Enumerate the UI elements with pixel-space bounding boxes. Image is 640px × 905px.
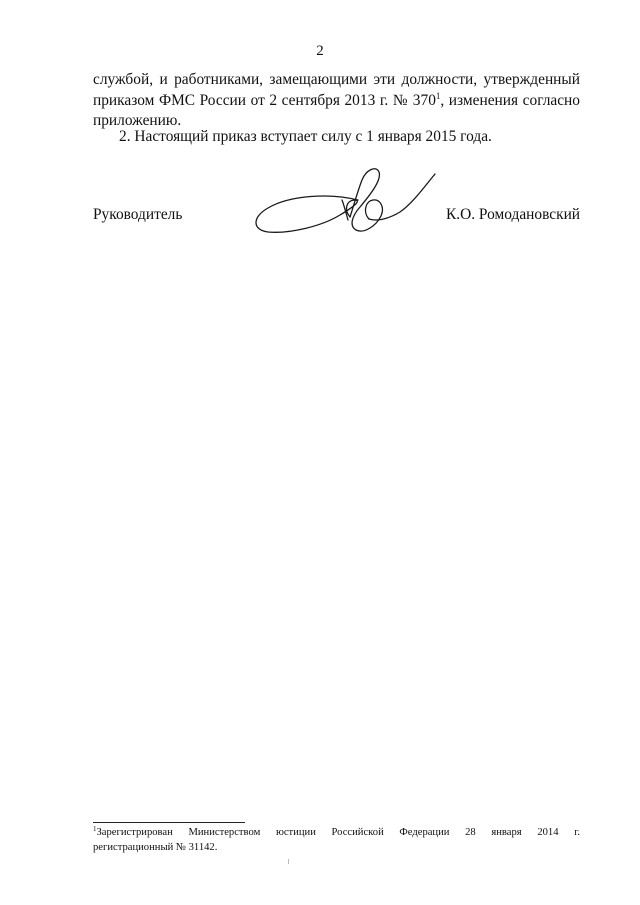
page-number: 2 [316,43,324,59]
footnote-reference: 1 [435,90,441,101]
paragraph-1-line-2-tail: , изменения согласно [440,91,580,109]
footnote-line-2: регистрационный № 31142. [93,841,218,853]
paragraph-2: 2. Настоящий приказ вступает силу с 1 января 2015 года. [119,128,492,145]
scan-mark [288,859,289,864]
paragraph-1-line-3: приложению. [93,112,182,129]
signatory-name: К.О. Ромодановский [446,206,581,223]
footnote-separator [93,822,245,823]
footnote [93,826,580,855]
paragraph-1-line-2 [93,91,580,112]
footnote-line-1-text: Зарегистрирован Министерством юстиции Российской Федерации 28 января 2014 г. [96,827,580,838]
paragraph-1-line-1: службой, и работниками, замещающими эти должности, утвержденный [93,71,580,88]
paragraph-1-line-2-text: приказом ФМС России от 2 сентября 2013 г. № 370 [93,91,436,109]
footnote-line-1 [93,826,580,841]
signatory-title: Руководитель [93,206,183,223]
footnote-marker: 1 [93,825,97,833]
paragraph-1 [93,70,580,132]
handwritten-signature [250,160,440,240]
